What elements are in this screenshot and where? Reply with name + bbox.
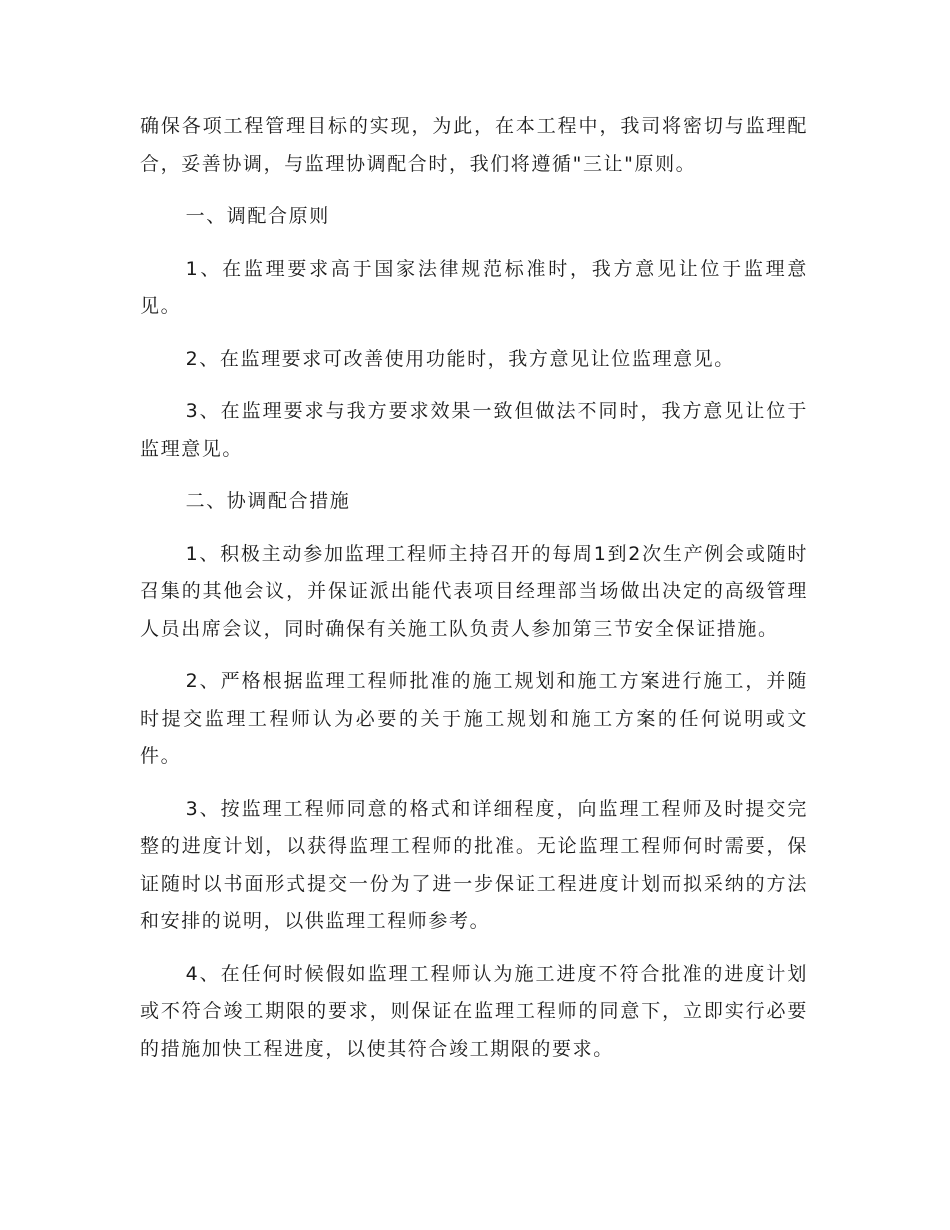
principle-item-2: 2、在监理要求可改善使用功能时，我方意见让位监理意见。 <box>185 347 735 370</box>
section-heading-measures: 二、协调配合措施 <box>185 490 351 512</box>
document-page <box>140 108 808 1068</box>
measure-item-2: 2、严格根据监理工程师批准的施工规划和施工方案进行施工，并随时提交监理工程师认为必要的关于施工规划和施工方案的任何说明或文件。 <box>140 670 808 767</box>
paragraph-intro: 确保各项工程管理目标的实现，为此，在本工程中，我司将密切与监理配合，妥善协调，与监理协调配合时，我们将遵循"三让"原则。 <box>140 115 808 175</box>
section-heading-principles: 一、调配合原则 <box>185 205 330 227</box>
measure-item-4: 4、在任何时候假如监理工程师认为施工进度不符合批准的进度计划或不符合竣工期限的要求，则保证在监理工程师的同意下，立即实行必要的措施加快工程进度，以使其符合竣工期限的要求。 <box>140 962 808 1060</box>
measure-item-3: 3、按监理工程师同意的格式和详细程度，向监理工程师及时提交完整的进度计划，以获得监理工程师的批准。无论监理工程师何时需要，保证随时以书面形式提交一份为了进一步保证工程进度计划而拟采纳的方法和安排的说明，以供监理工程师参考。 <box>140 797 808 932</box>
measure-item-1: 1、积极主动参加监理工程师主持召开的每周1到2次生产例会或随时召集的其他会议，并保证派出能代表项目经理部当场做出决定的高级管理人员出席会议，同时确保有关施工队负责人参加第三节安全保证措施。 <box>140 542 808 640</box>
principle-item-3: 3、在监理要求与我方要求效果一致但做法不同时，我方意见让位于监理意见。 <box>140 400 808 460</box>
principle-item-1: 1、在监理要求高于国家法律规范标准时，我方意见让位于监理意见。 <box>140 257 808 317</box>
